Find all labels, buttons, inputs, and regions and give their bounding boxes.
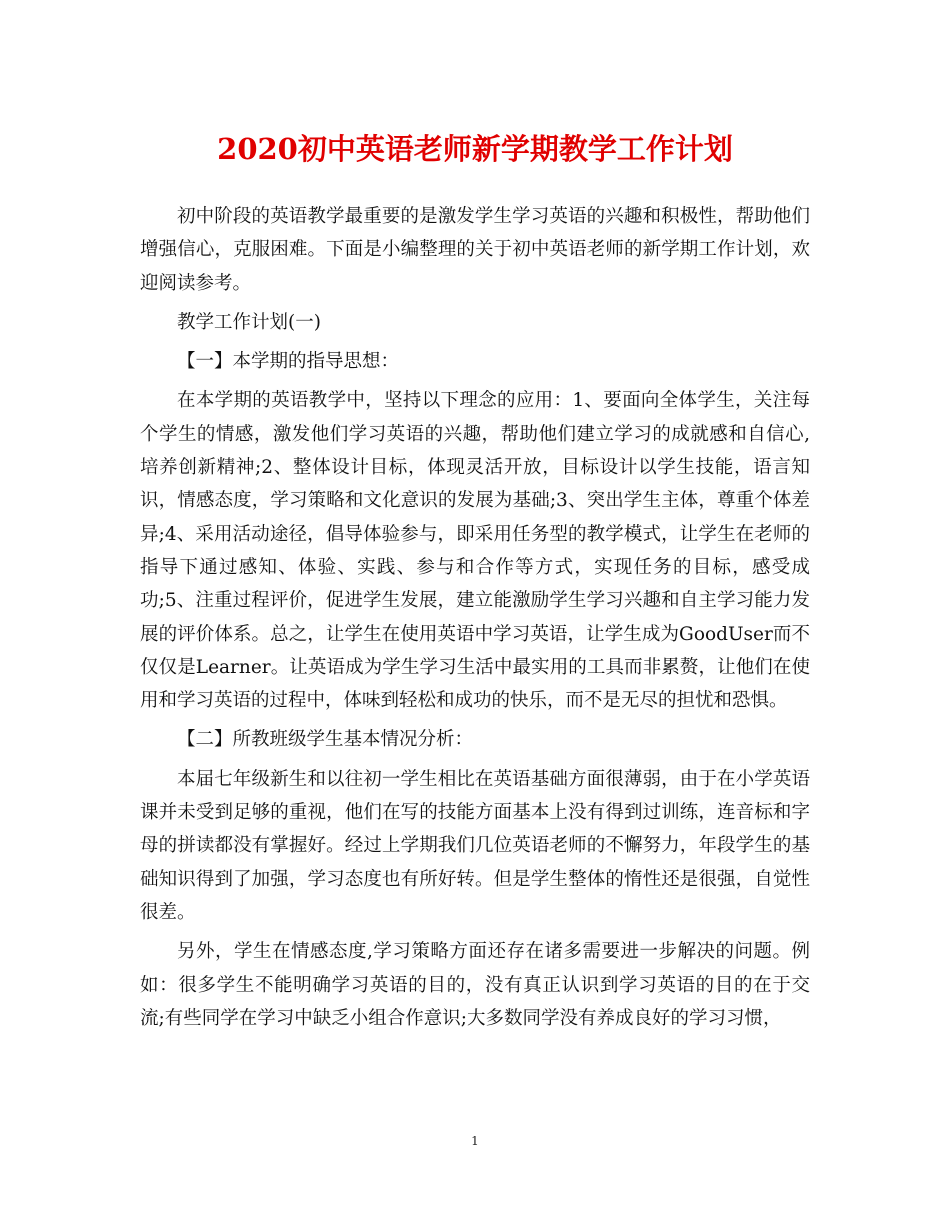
additional-issues-paragraph: 另外，学生在情感态度,学习策略方面还存在诸多需要进一步解决的问题。例如：很多学生不能明确学习英语的目的，没有真正认识到学习英语的目的在于交流;有些同学在学习中缺乏小组合作意识;大多数同学没有养成良好的学习习惯， xyxy=(140,941,810,1029)
document-body xyxy=(140,200,810,1041)
section-heading-class-analysis: 【二】所教班级学生基本情况分析： xyxy=(177,729,474,751)
document-title: 2020初中英语老师新学期教学工作计划 xyxy=(217,132,733,166)
page-number: 1 xyxy=(471,1134,479,1148)
guiding-ideas-paragraph: 在本学期的英语教学中，坚持以下理念的应用：1、要面向全体学生，关注每个学生的情感，激发他们学习英语的兴趣，帮助他们建立学习的成就感和自信心,培养创新精神;2、整体设计目标，体现灵活开放，目标设计以学生技能，语言知识，情感态度，学习策略和文化意识的发展为基础;3、突出学生主体，尊重个体差异;4、采用活动途径，倡导体验参与，即采用任务型的教学模式，让学生在老师的指导下通过感知、体验、实践、参与和合作等方式，实现任务的目标，感受成功;5、注重过程评价，促进学生发展，建立能激励学生学习兴趣和自主学习能力发展的评价体系。总之，让学生在使用英语中学习英语，让学生成为GoodUser而不仅仅是Learner。让英语成为学生学习生活中最实用的工具而非累赘，让他们在使用和学习英语的过程中，体味到轻松和成功的快乐，而不是无尽的担忧和恐惧。 xyxy=(140,390,810,712)
class-analysis-paragraph: 本届七年级新生和以往初一学生相比在英语基础方面很薄弱，由于在小学英语课并未受到足够的重视，他们在写的技能方面基本上没有得到过训练，连音标和字母的拼读都没有掌握好。经过上学期我们几位英语老师的不懈努力，年段学生的基础知识得到了加强，学习态度也有所好转。但是学生整体的惰性还是很强，自觉性很差。 xyxy=(140,768,810,923)
intro-paragraph: 初中阶段的英语教学最重要的是激发学生学习英语的兴趣和积极性，帮助他们增强信心，克服困难。下面是小编整理的关于初中英语老师的新学期工作计划，欢迎阅读参考。 xyxy=(140,206,810,294)
section-heading-guiding-ideas: 【一】本学期的指导思想： xyxy=(177,351,400,373)
section-heading-plan-one: 教学工作计划(一) xyxy=(177,311,321,333)
